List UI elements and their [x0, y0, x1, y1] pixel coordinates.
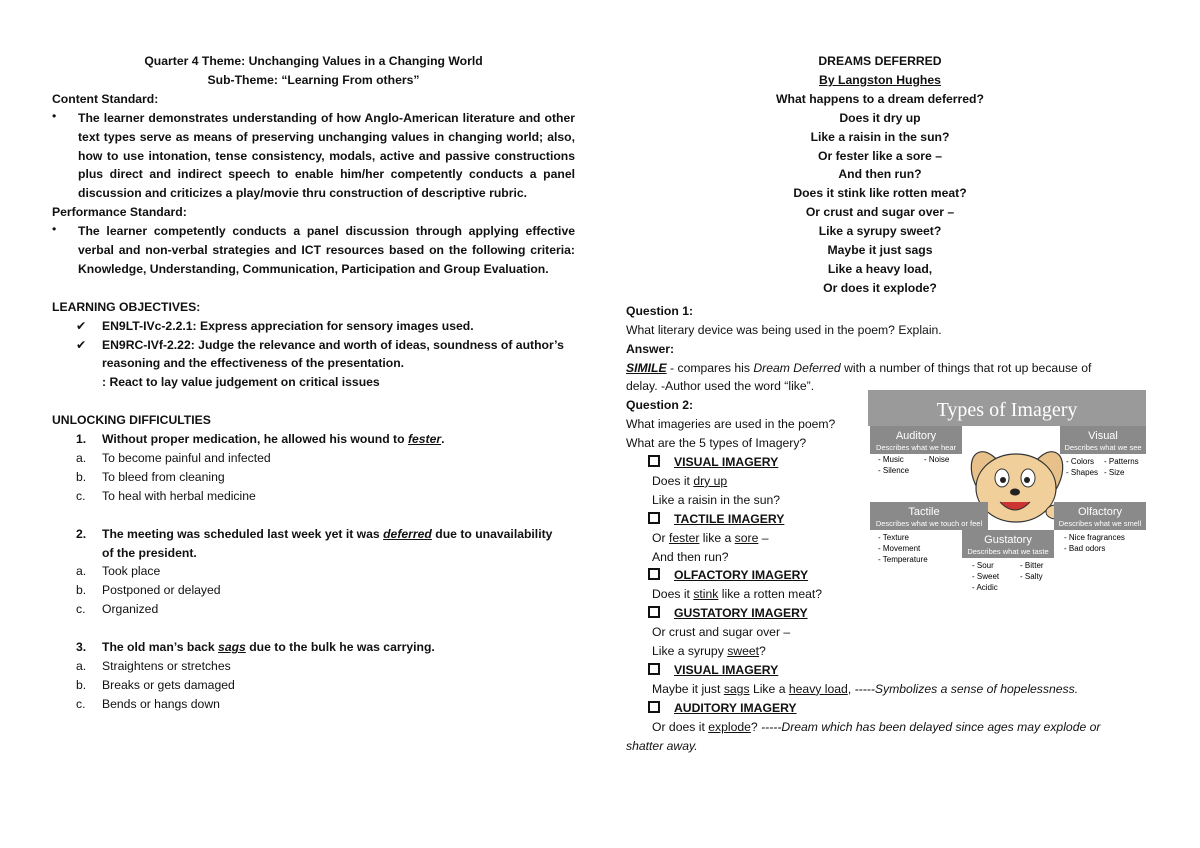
example-segment: Or does it: [652, 719, 709, 734]
choice-letter: c.: [76, 602, 86, 617]
answer-segment: Dream Deferred: [753, 360, 841, 375]
choice-text: Postponed or delayed: [102, 583, 221, 598]
choice-letter: c.: [76, 488, 86, 503]
content-standard-bullet: [52, 109, 575, 204]
checkbox-icon: [648, 701, 660, 713]
choice-letter: b.: [76, 677, 87, 692]
question-1: [52, 430, 575, 449]
choice-letter: b.: [76, 583, 87, 598]
choice-letter: a.: [76, 451, 87, 465]
question-2-text: What imageries are used in the poem?: [626, 417, 836, 432]
example-segment: Does it: [652, 473, 694, 488]
question-1-text: What literary device was being used in the poem? Explain.: [626, 322, 942, 337]
checkmark-icon: ✔: [76, 318, 87, 333]
question-text: due to the bulk he was carrying.: [245, 640, 435, 655]
example-segment: Maybe it just: [652, 681, 724, 696]
content-standard-heading: Content Standard:: [52, 91, 159, 106]
question-2-label: Question 2:: [626, 398, 694, 413]
choice-text: Bends or hangs down: [102, 696, 220, 711]
auditory-desc: Describes what we hear: [875, 443, 957, 452]
olfactory-item: - Nice fragrances: [1064, 533, 1125, 542]
imagery-diagram: [868, 390, 1146, 602]
gustatory-item: - Sweet: [972, 572, 1000, 581]
vocabulary-word: fester: [407, 432, 442, 447]
figure-title: Types of Imagery: [936, 399, 1078, 421]
example-segment: Or: [652, 530, 669, 545]
olfactory-title: Olfactory: [1077, 506, 1123, 518]
imagery-label: OLFACTORY IMAGERY: [674, 568, 809, 583]
auditory-imagery-heading: [626, 699, 1134, 718]
question-3: [52, 638, 575, 657]
choice-a: [52, 449, 575, 468]
sub-theme-title: Sub-Theme: “Learning From others”: [207, 72, 420, 87]
gustatory-item: - Bitter: [1020, 561, 1044, 570]
example-segment: like a rotten meat?: [718, 587, 823, 602]
question-1-label: Question 1:: [626, 303, 694, 318]
choice-c: [52, 487, 575, 506]
question-number: 1.: [76, 432, 87, 447]
example-segment: ?: [759, 644, 766, 659]
visual-imagery-heading-2: [626, 661, 1134, 680]
example-line: Or crust and sugar over –: [652, 625, 791, 640]
auditory-item: - Music: [878, 455, 904, 464]
unlocking-difficulties-heading: UNLOCKING DIFFICULTIES: [52, 413, 211, 428]
choice-text: To bleed from cleaning: [102, 469, 225, 484]
answer-text-continued: delay. -Author used the word “like”.: [626, 379, 815, 394]
example-segment: ,: [847, 681, 855, 696]
visual-item: - Shapes: [1066, 468, 1099, 477]
example-segment: heavy load: [788, 681, 848, 696]
poem-line: And then run?: [838, 167, 922, 182]
choice-text: Straightens or stretches: [102, 658, 231, 673]
simile-word: SIMILE: [626, 360, 667, 375]
answer-segment: - compares his: [666, 360, 754, 375]
gustatory-title: Gustatory: [984, 534, 1032, 546]
choice-text: To heal with herbal medicine: [102, 488, 256, 503]
gustatory-item: - Sour: [972, 561, 994, 570]
olfactory-item: - Bad odors: [1064, 544, 1106, 553]
imagery-label: AUDITORY IMAGERY: [674, 700, 797, 715]
example-segment: dry up: [693, 473, 728, 488]
example-segment: sore: [734, 530, 759, 545]
choice-a: [52, 562, 575, 581]
choice-letter: a.: [76, 564, 87, 579]
question-2: [52, 525, 575, 544]
performance-standard-bullet: [52, 222, 575, 279]
choice-text: Breaks or gets damaged: [102, 677, 235, 692]
poem-line: What happens to a dream deferred?: [776, 91, 984, 106]
question-text: Without proper medication, he allowed his wound to: [102, 432, 408, 447]
performance-standard-heading: Performance Standard:: [52, 205, 187, 220]
choice-c: [52, 600, 575, 619]
question-text: The old man’s back: [102, 640, 219, 655]
checkbox-icon: [648, 455, 660, 467]
content-standard-text: The learner demonstrates understanding of how Anglo-American literature and other text types serve as means of preserving unchanging values in changing world; also, how to use intonation, tense consistency, modals, active and passive constructions plus direct and indirect speech to enable him/her competently conducts a panel discussion and criticizes a play/movie thru construction of descriptive rubric.: [78, 110, 575, 201]
imagery-label: GUSTATORY IMAGERY: [674, 606, 808, 621]
choice-letter: b.: [76, 469, 87, 484]
choice-text: Took place: [102, 564, 161, 579]
tactile-title: Tactile: [908, 506, 940, 518]
gustatory-item: - Acidic: [972, 583, 998, 592]
choice-letter: c.: [76, 696, 86, 711]
poem-line: Like a syrupy sweet?: [818, 224, 942, 239]
example-segment: fester: [668, 530, 700, 545]
visual-item: - Colors: [1066, 457, 1095, 466]
question-2-continued: of the president.: [102, 545, 197, 560]
example-line: [626, 718, 1134, 737]
example-segment: stink: [693, 587, 719, 602]
vocabulary-word: deferred: [383, 526, 432, 541]
example-segment: sweet: [727, 644, 760, 659]
example-line: And then run?: [652, 549, 729, 564]
choice-text: Organized: [102, 602, 159, 617]
example-segment: –: [758, 530, 769, 545]
question-number: 3.: [76, 640, 87, 655]
question-number: 2.: [76, 526, 87, 541]
objective-2-continued: reasoning and the effectiveness of the presentation.: [102, 356, 405, 371]
objective-code: EN9RC-IVf-2.22:: [102, 337, 195, 352]
checkbox-icon: [648, 663, 660, 675]
example-segment: like a: [699, 530, 735, 545]
poem-title: DREAMS DEFERRED: [818, 54, 942, 68]
poem-line: Or does it explode?: [823, 280, 937, 295]
example-segment: sags: [723, 681, 750, 696]
objective-3: : React to lay value judgement on critical issues: [102, 375, 380, 390]
question-2-text: What are the 5 types of Imagery?: [626, 436, 807, 451]
example-segment: -----Symbolizes a sense of hopelessness.: [854, 681, 1079, 696]
olfactory-desc: Describes what we smell: [1058, 519, 1142, 528]
question-text: .: [441, 432, 445, 447]
visual-item: - Patterns: [1104, 457, 1139, 466]
tactile-item: - Movement: [878, 544, 921, 553]
checkbox-icon: [648, 512, 660, 524]
tactile-item: - Temperature: [878, 555, 928, 564]
example-line: Like a raisin in the sun?: [652, 492, 781, 507]
gustatory-item: - Salty: [1020, 572, 1043, 581]
types-of-imagery-figure: [868, 390, 1146, 602]
poem-line: Maybe it just sags: [827, 243, 933, 258]
objective-text: Judge the relevance and worth of ideas, soundness of author’s: [194, 337, 564, 352]
choice-text: To become painful and infected: [102, 451, 271, 465]
checkbox-icon: [648, 606, 660, 618]
poem-author: By Langston Hughes: [819, 72, 941, 87]
choice-c: [52, 695, 575, 714]
learning-objectives-heading: LEARNING OBJECTIVES:: [52, 299, 201, 314]
auditory-title: Auditory: [895, 430, 937, 442]
left-column: [52, 52, 575, 714]
question-text: due to unavailability: [431, 526, 553, 541]
example-segment: explode: [708, 719, 751, 734]
poem-line: Or fester like a sore –: [818, 148, 942, 163]
vocabulary-word: sags: [218, 640, 246, 655]
checkmark-icon: ✔: [76, 337, 87, 352]
example-segment: Like a syrupy: [652, 644, 728, 659]
tactile-item: - Texture: [878, 533, 909, 542]
example-line: [626, 642, 1134, 661]
poem-line: Or crust and sugar over –: [805, 205, 955, 220]
bullet-icon: •: [52, 222, 57, 237]
imagery-label: VISUAL IMAGERY: [674, 455, 779, 470]
auditory-item: - Noise: [924, 455, 950, 464]
choice-b: [52, 581, 575, 600]
imagery-label: TACTILE IMAGERY: [674, 511, 785, 526]
objective-code: EN9LT-IVc-2.2.1:: [102, 318, 197, 333]
bullet-icon: •: [52, 108, 57, 123]
choice-letter: a.: [76, 658, 87, 673]
choice-a: [52, 657, 575, 676]
answer-text: [626, 359, 1134, 378]
performance-standard-text: The learner competently conducts a panel discussion through applying effective verbal and non-verbal strategies and ICT resources based on the following criteria: Knowledge, Understanding, Communication, Participation and Group Evaluation.: [78, 224, 575, 276]
visual-title: Visual: [1088, 430, 1118, 442]
gustatory-desc: Describes what we taste: [967, 547, 1049, 556]
poem-line: Does it dry up: [839, 110, 921, 125]
imagery-label: VISUAL IMAGERY: [674, 663, 779, 677]
poem-line: Like a raisin in the sun?: [810, 129, 950, 144]
visual-item: - Size: [1104, 468, 1125, 477]
objective-1: [52, 317, 575, 336]
choice-b: [52, 468, 575, 487]
auditory-item: - Silence: [878, 466, 910, 475]
example-line: [626, 680, 1134, 699]
poem-line: Like a heavy load,: [827, 261, 933, 276]
gustatory-imagery-heading: [626, 604, 1134, 623]
checkbox-icon: [648, 568, 660, 580]
poem-line: Does it stink like rotten meat?: [793, 186, 967, 201]
example-segment: ?: [750, 719, 762, 734]
answer-label: Answer:: [626, 341, 675, 356]
tactile-desc: Describes what we touch or feel: [875, 519, 983, 528]
question-text: The meeting was scheduled last week yet it was: [102, 526, 384, 541]
answer-segment: with a number of things that rot up because of: [840, 360, 1092, 375]
objective-text: Express appreciation for sensory images used.: [196, 318, 474, 333]
example-line: shatter away.: [626, 738, 698, 753]
choice-b: [52, 676, 575, 695]
example-segment: Like a: [749, 681, 789, 696]
example-segment: Does it: [652, 587, 694, 602]
example-segment: -----Dream which has been delayed since ages may explode or: [761, 719, 1101, 734]
visual-desc: Describes what we see: [1064, 443, 1142, 452]
theme-title: Quarter 4 Theme: Unchanging Values in a Changing World: [144, 54, 483, 68]
objective-2: [52, 336, 575, 355]
